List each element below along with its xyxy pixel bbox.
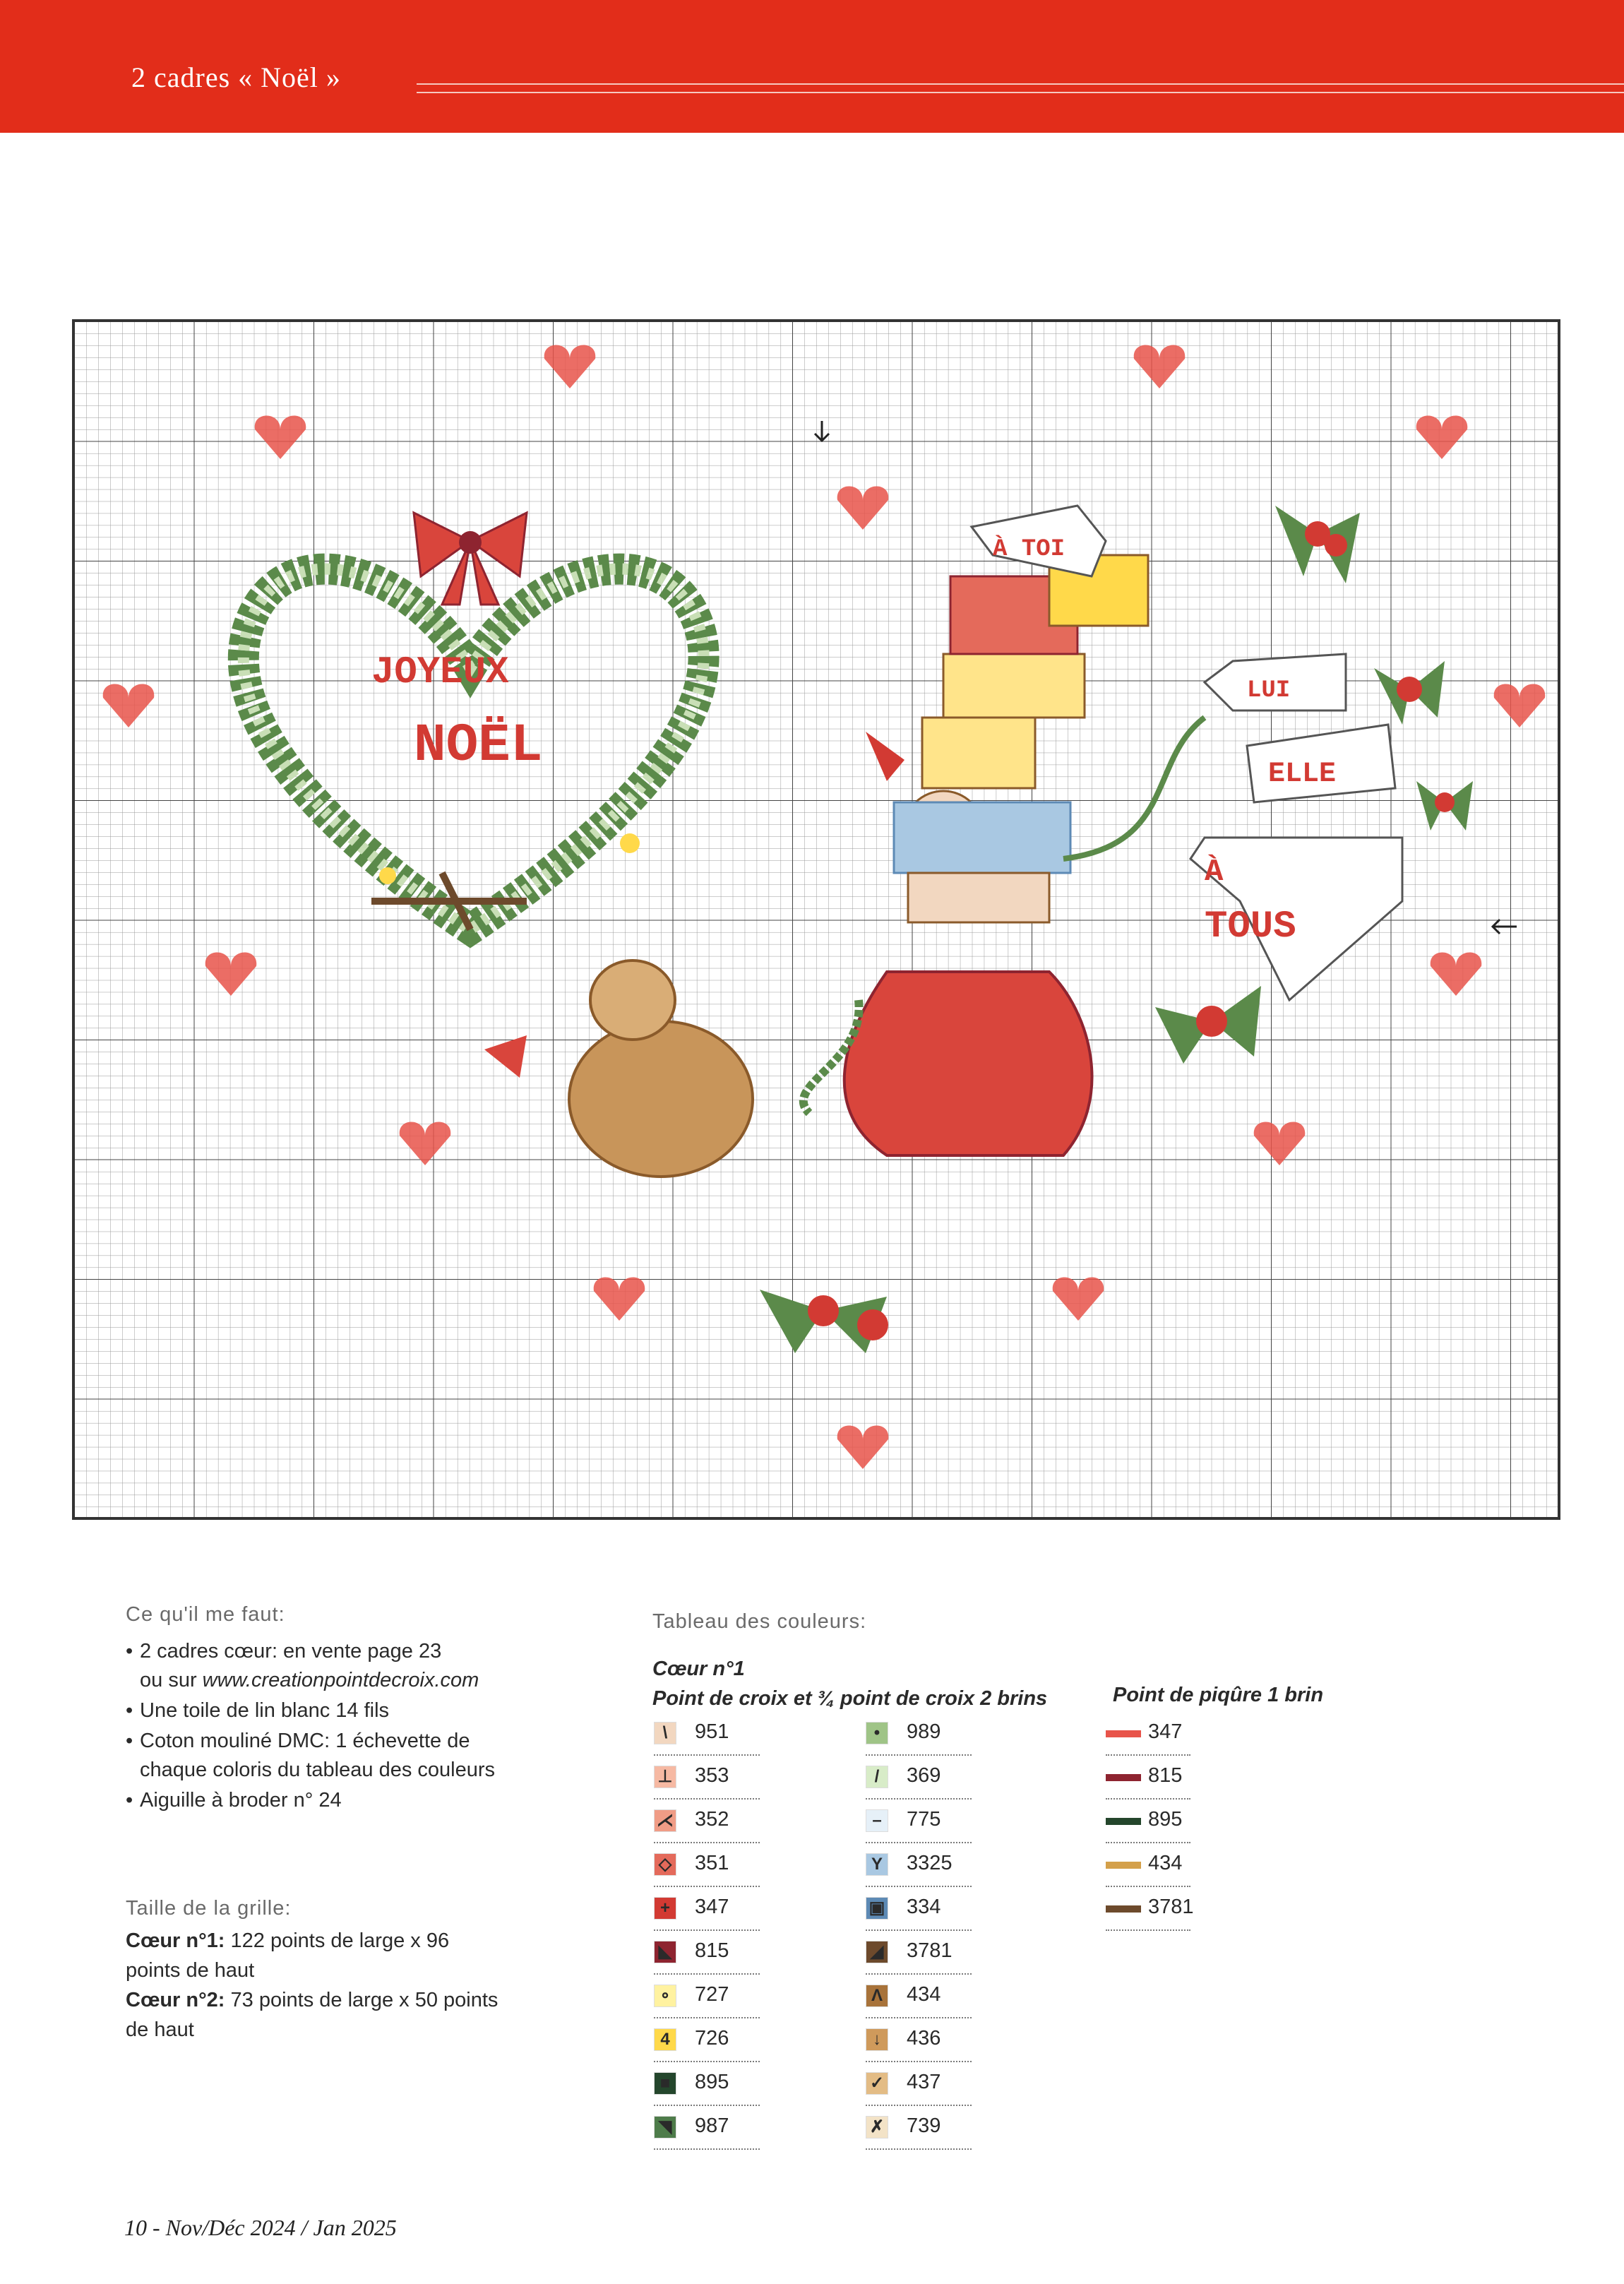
page-title: 2 cadres « Noël » xyxy=(131,61,341,93)
legend-row xyxy=(866,1980,979,2024)
grid-size-coeur2 xyxy=(126,1985,507,2045)
legend-symbol-icon: 4 xyxy=(654,2028,676,2051)
header-double-rule xyxy=(417,83,1624,93)
chart-canvas xyxy=(75,322,1558,1517)
backstitch-row xyxy=(1106,1805,1219,1849)
legend-row xyxy=(866,2112,979,2155)
backstitch-row xyxy=(1106,1761,1219,1805)
legend-symbol-icon: + xyxy=(654,1897,676,1920)
legend-row xyxy=(866,1849,979,1893)
legend-row xyxy=(654,1718,767,1761)
backstitch-row xyxy=(1106,1893,1219,1937)
grid-size-block xyxy=(126,1926,507,2045)
tag-a-tous-a: À xyxy=(1205,855,1224,890)
backstitch-row xyxy=(1106,1718,1219,1761)
legend-dotted-rule xyxy=(866,1754,972,1756)
legend-dotted-rule xyxy=(654,1973,760,1975)
legend-symbol-icon: Y xyxy=(866,1853,888,1876)
legend-dotted-rule xyxy=(866,1842,972,1843)
legend-dmc-code: 434 xyxy=(907,1983,941,2006)
legend-dotted-rule xyxy=(866,1929,972,1931)
legend-symbol-icon: ∘ xyxy=(654,1985,676,2007)
legend-row xyxy=(866,1805,979,1849)
legend-dotted-rule xyxy=(866,2017,972,2018)
backstitch-dmc-code: 3781 xyxy=(1148,1896,1194,1918)
legend-row xyxy=(866,1761,979,1805)
wreath-text-noel: NOËL xyxy=(414,715,543,776)
legend-dmc-code: 351 xyxy=(695,1852,729,1874)
legend-dotted-rule xyxy=(866,2105,972,2106)
backstitch-swatch xyxy=(1106,1862,1141,1869)
legend-symbol-icon: / xyxy=(866,1766,888,1788)
backstitch-dmc-code: 895 xyxy=(1148,1808,1183,1831)
legend-dmc-code: 815 xyxy=(695,1939,729,1962)
legend-dmc-code: 334 xyxy=(907,1896,941,1918)
needs-item-frames-text: 2 cadres cœur: en vente page 23 xyxy=(140,1640,442,1663)
page-footer: 10 - Nov/Déc 2024 / Jan 2025 xyxy=(124,2215,397,2240)
legend-row xyxy=(654,2068,767,2112)
legend-row xyxy=(654,1893,767,1937)
grid-size-coeur2-value: 73 points de large x 50 points de haut xyxy=(126,1989,498,2041)
backstitch-swatch xyxy=(1106,1905,1141,1913)
backstitch-dmc-code: 815 xyxy=(1148,1764,1183,1787)
legend-dmc-code: 775 xyxy=(907,1808,941,1831)
legend-column-1 xyxy=(654,1718,767,2155)
legend-row xyxy=(654,1849,767,1893)
colors-heading xyxy=(652,1654,1047,1713)
legend-dmc-code: 436 xyxy=(907,2027,941,2050)
legend-dmc-code: 437 xyxy=(907,2071,941,2093)
legend-dmc-code: 726 xyxy=(695,2027,729,2050)
legend-dmc-code: 347 xyxy=(695,1896,729,1918)
legend-symbol-icon: ◥ xyxy=(654,2116,676,2139)
legend-dmc-code: 369 xyxy=(907,1764,941,1787)
legend-dotted-rule xyxy=(1106,1754,1190,1756)
needs-item-frames-url: www.creationpointdecroix.com xyxy=(202,1669,479,1691)
legend-symbol-icon: ⋌ xyxy=(654,1809,676,1832)
legend-dotted-rule xyxy=(654,2148,760,2150)
legend-dotted-rule xyxy=(654,1929,760,1931)
legend-dotted-rule xyxy=(866,2061,972,2062)
needs-item-frames-or: ou sur xyxy=(140,1669,197,1691)
backstitch-swatch xyxy=(1106,1818,1141,1825)
needs-title: Ce qu'il me faut: xyxy=(126,1603,285,1626)
legend-dmc-code: 3325 xyxy=(907,1852,953,1874)
backstitch-dmc-code: 347 xyxy=(1148,1720,1183,1743)
legend-dotted-rule xyxy=(654,2061,760,2062)
backstitch-swatch xyxy=(1106,1774,1141,1781)
legend-row xyxy=(654,1980,767,2024)
legend-dmc-code: 727 xyxy=(695,1983,729,2006)
tag-a-tous-tous: TOUS xyxy=(1205,905,1296,948)
legend-backstitch xyxy=(1106,1718,1219,1937)
grid-size-coeur1-label: Cœur n°1: xyxy=(126,1929,225,1952)
legend-row xyxy=(866,2068,979,2112)
wreath-text-joyeux: JOYEUX xyxy=(371,651,509,694)
tag-elle: ELLE xyxy=(1268,759,1337,790)
legend-symbol-icon: ◢ xyxy=(866,1941,888,1963)
legend-symbol-icon: ■ xyxy=(654,2072,676,2095)
legend-row xyxy=(654,1761,767,1805)
legend-symbol-icon: • xyxy=(866,1722,888,1744)
backstitch-label: Point de piqûre 1 brin xyxy=(1113,1684,1324,1706)
colors-cross-label: Point de croix et ¾ point de croix 2 brins xyxy=(652,1687,1048,1710)
legend-dmc-code: 3781 xyxy=(907,1939,953,1962)
tag-lui: LUI xyxy=(1247,677,1291,704)
backstitch-swatch xyxy=(1106,1730,1141,1737)
needs-list xyxy=(126,1637,535,1816)
legend-symbol-icon: ✗ xyxy=(866,2116,888,2139)
legend-dmc-code: 353 xyxy=(695,1764,729,1787)
legend-dotted-rule xyxy=(866,2148,972,2150)
legend-dmc-code: 352 xyxy=(695,1808,729,1831)
legend-symbol-icon: ◇ xyxy=(654,1853,676,1876)
legend-symbol-icon: ▣ xyxy=(866,1897,888,1920)
legend-dotted-rule xyxy=(1106,1842,1190,1843)
needs-item-needle: • Aiguille à broder n° 24 xyxy=(126,1786,535,1815)
legend-dotted-rule xyxy=(654,2017,760,2018)
colors-heart-label: Cœur n°1 xyxy=(652,1658,745,1680)
legend-dotted-rule xyxy=(1106,1886,1190,1887)
tag-a-toi: À TOI xyxy=(993,536,1065,563)
legend-row xyxy=(654,2024,767,2068)
grid-size-coeur1 xyxy=(126,1926,507,1985)
legend-dmc-code: 989 xyxy=(907,1720,941,1743)
grid-size-coeur1-value: 122 points de large x 96 points de haut xyxy=(126,1929,450,1982)
cross-stitch-chart xyxy=(72,319,1560,1520)
legend-symbol-icon: \ xyxy=(654,1722,676,1744)
grid-size-coeur2-label: Cœur n°2: xyxy=(126,1989,225,2011)
legend-row xyxy=(866,1937,979,1980)
legend-dotted-rule xyxy=(654,1754,760,1756)
legend-symbol-icon: ⊥ xyxy=(654,1766,676,1788)
legend-dotted-rule xyxy=(654,1798,760,1800)
needs-item-fabric: • Une toile de lin blanc 14 fils xyxy=(126,1696,535,1725)
legend-dmc-code: 895 xyxy=(695,2071,729,2093)
legend-row xyxy=(654,1937,767,1980)
needs-item-frames xyxy=(126,1637,535,1695)
legend-dotted-rule xyxy=(866,1886,972,1887)
legend-symbol-icon: ◣ xyxy=(654,1941,676,1963)
legend-column-2 xyxy=(866,1718,979,2155)
needs-item-thread: • Coton mouliné DMC: 1 échevette de chaque coloris du tableau des couleurs xyxy=(126,1727,535,1785)
legend-dotted-rule xyxy=(866,1973,972,1975)
colors-title: Tableau des couleurs: xyxy=(652,1610,867,1633)
legend-row xyxy=(866,1893,979,1937)
legend-row xyxy=(654,2112,767,2155)
backstitch-row xyxy=(1106,1849,1219,1893)
legend-symbol-icon: ✓ xyxy=(866,2072,888,2095)
legend-dotted-rule xyxy=(1106,1929,1190,1931)
legend-row xyxy=(654,1805,767,1849)
legend-dmc-code: 987 xyxy=(695,2115,729,2137)
legend-symbol-icon: ↓ xyxy=(866,2028,888,2051)
legend-symbol-icon: Λ xyxy=(866,1985,888,2007)
legend-dmc-code: 951 xyxy=(695,1720,729,1743)
legend-dmc-code: 739 xyxy=(907,2115,941,2137)
legend-dotted-rule xyxy=(1106,1798,1190,1800)
backstitch-dmc-code: 434 xyxy=(1148,1852,1183,1874)
legend-dotted-rule xyxy=(654,1886,760,1887)
legend-row xyxy=(866,2024,979,2068)
legend-dotted-rule xyxy=(866,1798,972,1800)
legend-row xyxy=(866,1718,979,1761)
legend-symbol-icon: – xyxy=(866,1809,888,1832)
grid-size-title: Taille de la grille: xyxy=(126,1897,292,1920)
legend-dotted-rule xyxy=(654,2105,760,2106)
legend-dotted-rule xyxy=(654,1842,760,1843)
